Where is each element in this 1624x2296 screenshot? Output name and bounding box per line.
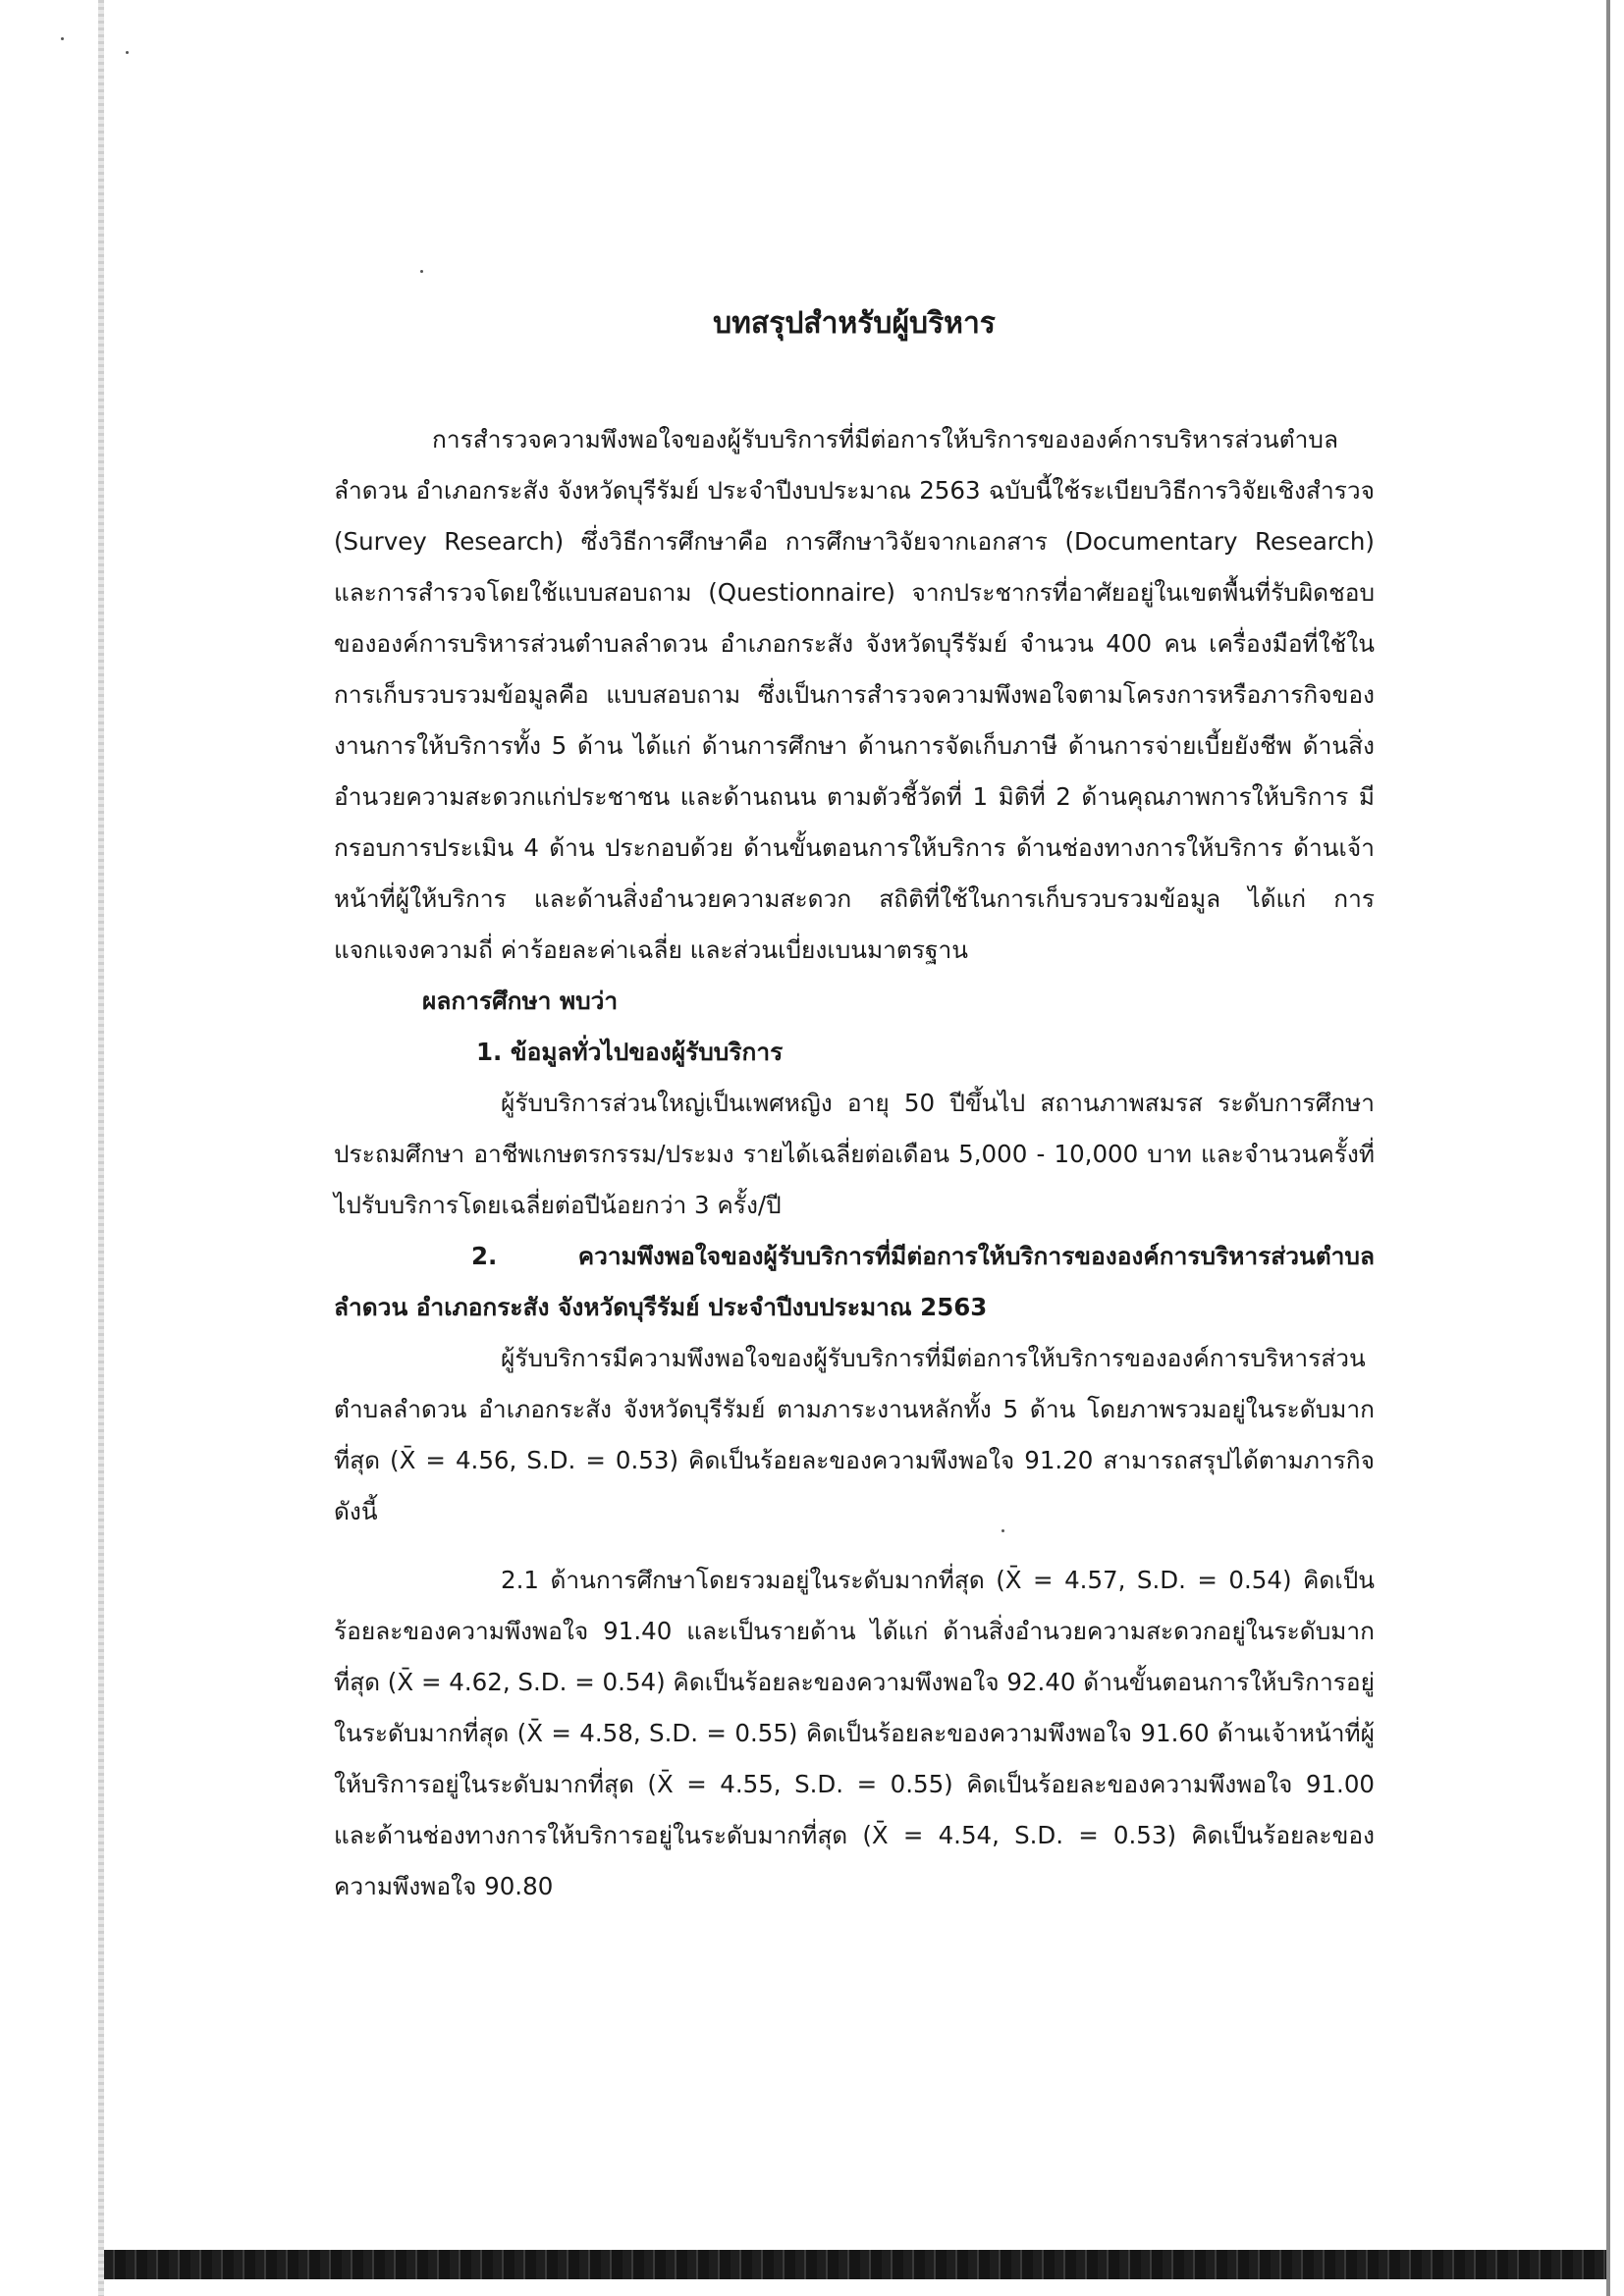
page-title: บทสรุปสำหรับผู้บริหาร xyxy=(713,306,996,341)
scan-left-edge xyxy=(98,0,104,2296)
section-2-1-paragraph: 2.1 ด้านการศึกษาโดยรวมอยู่ในระดับมากที่สุด (X̄ = 4.57, S.D. = 0.54) คิดเป็นร้อยละของความพึงพอใจ 91.40 และเป็นรายด้าน ได้แก่ ด้านสิ่งอำนวยความสะดวกอยู่ในระดับมากที่สุด (X̄ = 4.62, S.D. = 0.54) คิดเป็นร้อยละของความพึงพอใจ 92.40 ด้านขั้นตอนการให้บริการอยู่ในระดับมากที่สุด (X̄ = 4.58, S.D. = 0.55) คิดเป็นร้อยละของความพึงพอใจ 91.60 ด้านเจ้าหน้าที่ผู้ให้บริการอยู่ในระดับมากที่สุด (X̄ = 4.55, S.D. = 0.55) คิดเป็นร้อยละของความพึงพอใจ 91.00 และด้านช่องทางการให้บริการอยู่ในระดับมากที่สุด (X̄ = 4.54, S.D. = 0.53) คิดเป็นร้อยละของความพึงพอใจ 90.80 xyxy=(334,1566,1375,1900)
section-1-paragraph: ผู้รับบริการส่วนใหญ่เป็นเพศหญิง อายุ 50 ปีขึ้นไป สถานภาพสมรส ระดับการศึกษาประถมศึกษา อาชีพเกษตรกรรม/ประมง รายได้เฉลี่ยต่อเดือน 5,000 - 10,000 บาท และจำนวนครั้งที่ไปรับบริการโดยเฉลี่ยต่อปีน้อยกว่า 3 ครั้ง/ปี xyxy=(334,1089,1375,1219)
results-heading: ผลการศึกษา พบว่า xyxy=(422,987,619,1015)
section-1-heading: 1. ข้อมูลทั่วไปของผู้รับบริการ xyxy=(476,1038,784,1066)
intro-paragraph: การสำรวจความพึงพอใจของผู้รับบริการที่มีต่อการให้บริการขององค์การบริหารส่วนตำบลลำดวน อำเภอกระสัง จังหวัดบุรีรัมย์ ประจำปีงบประมาณ 2563 ฉบับนี้ใช้ระเบียบวิธีการวิจัยเชิงสำรวจ (Survey Research) ซึ่งวิธีการศึกษาคือ การศึกษาวิจัยจากเอกสาร (Documentary Research) และการสำรวจโดยใช้แบบสอบถาม (Questionnaire) จากประชากรที่อาศัยอยู่ในเขตพื้นที่รับผิดชอบขององค์การบริหารส่วนตำบลลำดวน อำเภอกระสัง จังหวัดบุรีรัมย์ จำนวน 400 คน เครื่องมือที่ใช้ในการเก็บรวบรวมข้อมูลคือ แบบสอบถาม ซึ่งเป็นการสำรวจความพึงพอใจตามโครงการหรือภารกิจของงานการให้บริการทั้ง 5 ด้าน ได้แก่ ด้านการศึกษา ด้านการจัดเก็บภาษี ด้านการจ่ายเบี้ยยังชีพ ด้านสิ่งอำนวยความสะดวกแก่ประชาชน และด้านถนน ตามตัวชี้วัดที่ 1 มิติที่ 2 ด้านคุณภาพการให้บริการ มีกรอบการประเมิน 4 ด้าน ประกอบด้วย ด้านขั้นตอนการให้บริการ ด้านช่องทางการให้บริการ ด้านเจ้าหน้าที่ผู้ให้บริการ และด้านสิ่งอำนวยความสะดวก สถิติที่ใช้ในการเก็บรวบรวมข้อมูล ได้แก่ การแจกแจงความถี่ ค่าร้อยละค่าเฉลี่ย และส่วนเบี่ยงเบนมาตรฐาน xyxy=(334,425,1375,964)
scan-speck xyxy=(61,37,64,40)
scan-bottom-bar xyxy=(104,2250,1606,2279)
section-2-heading: 2. ความพึงพอใจของผู้รับบริการที่มีต่อการให้บริการขององค์การบริหารส่วนตำบลลำดวน อำเภอกระสัง จังหวัดบุรีรัมย์ ประจำปีงบประมาณ 2563 xyxy=(334,1242,1375,1321)
paragraph-gap xyxy=(334,1537,1375,1555)
scan-speck xyxy=(126,51,129,54)
scan-right-edge xyxy=(1606,0,1610,2296)
section-2-paragraph: ผู้รับบริการมีความพึงพอใจของผู้รับบริการที่มีต่อการให้บริการขององค์การบริหารส่วนตำบลลำดวน อำเภอกระสัง จังหวัดบุรีรัมย์ ตามภาระงานหลักทั้ง 5 ด้าน โดยภาพรวมอยู่ในระดับมากที่สุด (X̄ = 4.56, S.D. = 0.53) คิดเป็นร้อยละของความพึงพอใจ 91.20 สามารถสรุปได้ตามภารกิจ ดังนี้ xyxy=(334,1344,1375,1525)
scan-speck xyxy=(420,270,423,273)
document-body xyxy=(334,414,1375,1912)
